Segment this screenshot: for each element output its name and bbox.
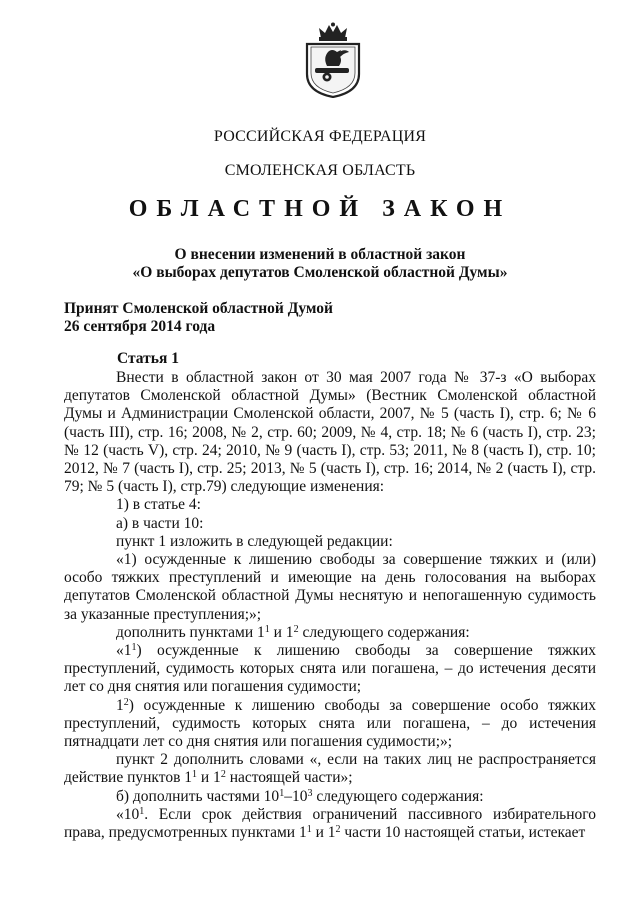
paragraph: б) дополнить частями $10^1-10^3$ следующего содержания: [116, 787, 484, 805]
paragraph: дополнить пунктами $1^1$ и $1^2$ следующего содержания: [116, 623, 470, 641]
smolensk-coat-of-arms [297, 22, 369, 98]
paragraph: а) в части 10: [116, 514, 204, 532]
country-title: РОССИЙСКАЯ ФЕДЕРАЦИЯ [213, 128, 427, 145]
region-title: СМОЛЕНСКАЯ ОБЛАСТЬ [224, 162, 416, 179]
adoption-body: Принят Смоленской областной Думой [64, 300, 333, 317]
paragraph: «1) осужденные к лишению свободы за совершение тяжких и (или) особо тяжких преступлений и имеющие на день голосования на выборах депутатов Смоленской областной Думы неснятую и непогашенную судимость за указанные преступления;»; [64, 551, 596, 623]
adoption-info [64, 300, 333, 336]
subject-line-1: О внесении изменений в областной закон [174, 246, 466, 263]
paragraph: $1^2$) осужденные к лишению свободы за совершение особо тяжких преступлений, судимость которых снята или погашена, – до истечения пятнадцати лет со дня снятия или погашения судимости;»; [64, 696, 596, 751]
article-body [64, 369, 596, 842]
paragraph: пункт 2 дополнить словами «, если на таких лиц не распространяется действие пунктов $1^1$ и $1^2$ настоящей части»; [64, 751, 596, 787]
coat-of-arms-icon [297, 22, 369, 98]
document-type-title: ОБЛАСТНОЙ ЗАКОН [128, 196, 512, 222]
paragraph: «$10^1$. Если срок действия ограничений пассивного избирательного права, предусмотренных пунктами $1^1$ и $1^2$ части 10 настоящей статьи, истекает [64, 805, 596, 842]
subject-line-2: «О выборах депутатов Смоленской областной Думы» [132, 264, 508, 281]
paragraph: пункт 1 изложить в следующей редакции: [116, 532, 393, 550]
paragraph: «$1^1$) осужденные к лишению свободы за совершение тяжких преступлений, судимость которых снята или погашена, – до истечения десяти лет со дня снятия или погашения судимости; [64, 642, 596, 696]
article-heading: Статья 1 [117, 350, 179, 367]
paragraph: Внести в областной закон от 30 мая 2007 года № 37-з «О выборах депутатов Смоленской областной Думы» (Вестник Смоленской областной Думы и Администрации Смоленской области, 2007, № 5 (часть I), стр. 6; № 6 (часть III), стр. 16; 2008, № 2, стр. 60; 2009, № 4, стр. 18; № 6 (часть I), стр. 23; № 12 (часть V), стр. 24; 2010, № 9 (часть I), стр. 53; 2011, № 8 (часть I), стр. 10; 2012, № 7 (часть I), стр. 25; 2013, № 5 (часть I), стр. 16; 2014, № 2 (часть I), стр. 79; № 5 (часть I), стр.79) следующие изменения: [64, 369, 596, 496]
adoption-date: 26 сентября 2014 года [64, 318, 216, 335]
paragraph: 1) в статье 4: [116, 496, 201, 514]
law-subject [0, 246, 640, 282]
